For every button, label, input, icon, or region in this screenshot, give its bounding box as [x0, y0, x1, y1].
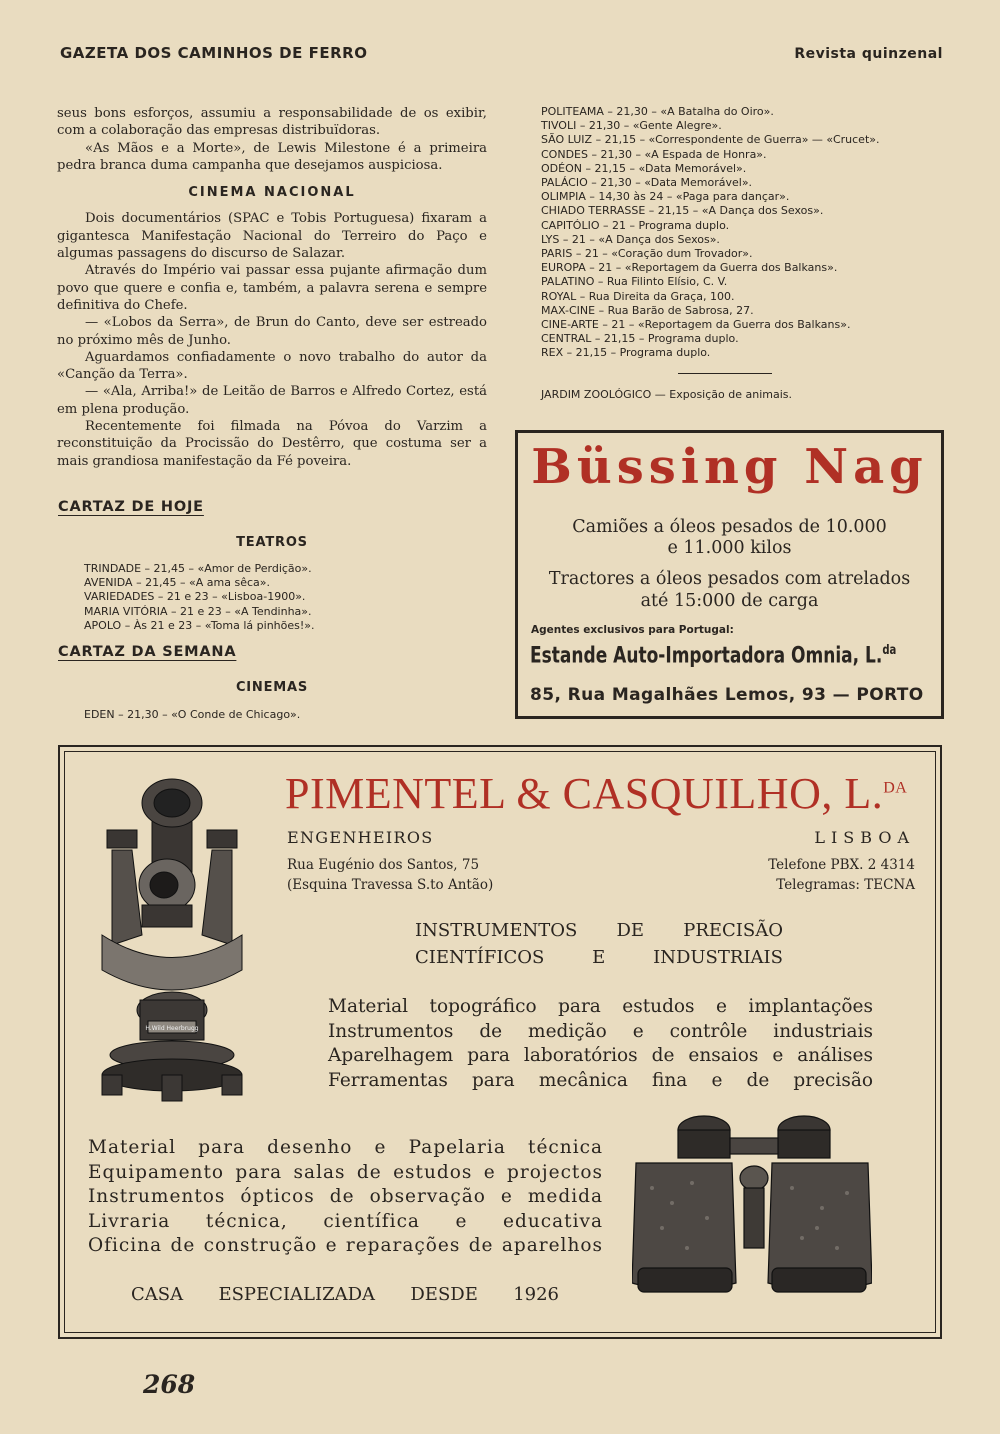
- list-item: ROYAL – Rua Direita da Graça, 100.: [541, 289, 735, 303]
- pimentel-contacts: [768, 855, 915, 895]
- list-item: MARIA VITÓRIA – 21 e 23 – «A Tendinha».: [84, 604, 312, 618]
- list-item: REX – 21,15 – Programa duplo.: [541, 346, 711, 360]
- tractors-line: até 15:000 de carga: [640, 591, 819, 611]
- teatros-heading: TEATROS: [236, 535, 308, 550]
- service-item: Aparelhagem para laboratórios de ensaios e análises: [328, 1045, 873, 1067]
- address-line: (Esquina Travessa S.to Antão): [287, 877, 494, 893]
- cinema-nacional-heading: CINEMA NACIONAL: [188, 185, 356, 201]
- theodolite-plate: H.Wild Heerbrugg: [145, 1025, 199, 1032]
- intro-paragraph: «As Mãos e a Morte», de Lewis Milestone é a primeira pedra branca duma campanha que desejamos auspiciosa.: [57, 140, 487, 173]
- title-suffix: DA: [883, 779, 908, 797]
- theodolite-illustration: [92, 775, 262, 1110]
- phone-line: Telefone PBX. 2 4314: [768, 857, 915, 873]
- list-item: EUROPA – 21 – «Reportagem da Guerra dos Balkans».: [541, 261, 838, 275]
- list-item: CHIADO TERRASSE – 21,15 – «A Dança dos Sexos».: [541, 204, 824, 218]
- teatros-list: [84, 562, 315, 633]
- bussing-brand: Büssing Nag: [531, 439, 928, 495]
- list-item: APOLO – Às 21 e 23 – «Toma lá pinhões!».: [84, 618, 315, 632]
- service-item: Material para desenho e Papelaria técnica: [88, 1137, 603, 1158]
- cinemas-list-right: [541, 105, 880, 361]
- list-item: VARIEDADES – 21 e 23 – «Lisboa-1900».: [84, 590, 306, 604]
- cartaz-da-semana-heading: CARTAZ DA SEMANA: [58, 644, 237, 660]
- bussing-nag-ad: [515, 430, 944, 719]
- list-item: SÃO LUIZ – 21,15 – «Correspondente de Guerra» — «Crucet».: [541, 133, 880, 147]
- trucks-line: e 11.000 kilos: [667, 538, 792, 558]
- telegram-line: Telegramas: TECNA: [776, 877, 915, 893]
- intro-paragraph: seus bons esforços, assumiu a responsabilidade de os exibir, com a colaboração das empresas distribuïdoras.: [57, 106, 487, 139]
- service-item: Livraria técnica, científica e educativa: [88, 1210, 603, 1232]
- service-item: Equipamento para salas de estudos e projectos: [88, 1161, 603, 1183]
- list-item: CINE-ARTE – 21 – «Reportagem da Guerra dos Balkans».: [541, 318, 851, 332]
- list-item: LYS – 21 – «A Dança dos Sexos».: [541, 232, 720, 246]
- service-item: Instrumentos de medição e contrôle industriais: [328, 1020, 873, 1042]
- bussing-tractors-text: [528, 568, 931, 612]
- cinemas-list-left: [84, 708, 300, 722]
- service-item: Ferramentas para mecânica fina e de precisão: [328, 1069, 873, 1091]
- agents-label: Agentes exclusivos para Portugal:: [531, 624, 734, 636]
- engenheiros: ENGENHEIROS: [287, 828, 434, 847]
- list-item: ODÉON – 21,15 – «Data Memorável».: [541, 161, 747, 175]
- list-item: PALATINO – Rua Filinto Elísio, C. V.: [541, 275, 728, 289]
- divider: [678, 373, 772, 374]
- services-list-upper: [328, 995, 873, 1093]
- cartaz-de-hoje-heading: CARTAZ DE HOJE: [58, 499, 204, 515]
- service-item: Oficina de construção e reparações de aparelhos: [88, 1235, 603, 1257]
- article-paragraph: Através do Império vai passar essa pujante afirmação dum povo que quere e confia e, também, a palavra serena e sempre definitiva do Chefe.: [57, 263, 487, 313]
- list-item: TIVOLI – 21,30 – «Gente Alegre».: [541, 119, 722, 133]
- services-list-lower: [88, 1136, 603, 1259]
- service-item: Instrumentos ópticos de observação e medida: [88, 1186, 603, 1208]
- list-item: AVENIDA – 21,45 – «A ama sêca».: [84, 576, 271, 590]
- list-item: CENTRAL – 21,15 – Programa duplo.: [541, 332, 739, 346]
- instrumentos-line: INSTRUMENTOS DE PRECISÃO: [415, 920, 783, 941]
- list-item: PALÁCIO – 21,30 – «Data Memorável».: [541, 176, 753, 190]
- company-suffix: da: [882, 643, 897, 658]
- list-item: TRINDADE – 21,45 – «Amor de Perdição».: [84, 562, 312, 575]
- address-line: Rua Eugénio dos Santos, 75: [287, 857, 480, 873]
- journal-title: GAZETA DOS CAMINHOS DE FERRO: [60, 44, 368, 62]
- lisboa: LISBOA: [814, 828, 915, 847]
- binoculars-illustration: [632, 1108, 872, 1298]
- list-item: PARIS – 21 – «Coração dum Trovador».: [541, 247, 753, 261]
- article-paragraph: — «Ala, Arriba!» de Leitão de Barros e Alfredo Cortez, está em plena produção.: [57, 384, 487, 417]
- company-title: PIMENTEL & CASQUILHO, L.: [285, 769, 884, 818]
- agent-company: [530, 643, 896, 668]
- service-item: Material topográfico para estudos e implantações: [328, 996, 873, 1017]
- list-item: CONDES – 21,30 – «A Espada de Honra».: [541, 147, 767, 161]
- company-name: Estande Auto-Importadora Omnia, L.: [530, 643, 883, 669]
- article-paragraph: Aguardamos confiadamente o novo trabalho do autor da «Canção da Terra».: [57, 349, 487, 383]
- cinemas-heading: CINEMAS: [235, 680, 309, 695]
- jardim-zoologico: JARDIM ZOOLÓGICO — Exposição de animais.: [541, 388, 792, 401]
- bussing-trucks-text: [528, 517, 931, 559]
- instrumentos-line: CIENTÍFICOS E INDUSTRIAIS: [415, 947, 783, 968]
- list-item: MAX-CINE – Rua Barão de Sabrosa, 27.: [541, 303, 754, 317]
- tractors-line: Tractores a óleos pesados com atrelados: [548, 569, 911, 589]
- article-paragraph: Dois documentários (SPAC e Tobis Portuguesa) fixaram a gigantesca Manifestação Nacional do Terreiro do Paço e algumas passagens do discurso de Salazar.: [57, 211, 487, 262]
- instrumentos-heading: [415, 917, 783, 971]
- list-item: POLITEAMA – 21,30 – «A Batalha do Oiro».: [541, 105, 774, 118]
- article-paragraph: — «Lobos da Serra», de Brun do Canto, deve ser estreado no próximo mês de Junho.: [57, 315, 487, 348]
- page-number: 268: [143, 1370, 196, 1399]
- trucks-line: Camiões a óleos pesados de 10.000: [572, 517, 887, 537]
- article-paragraph: Recentemente foi filmada na Póvoa do Varzim a reconstituição da Procissão do Destêrro, que costuma ser a mais grandiosa manifestação da Fé poveira.: [57, 419, 487, 469]
- list-item: EDEN – 21,30 – «O Conde de Chicago».: [84, 708, 301, 721]
- pimentel-title: [285, 768, 907, 819]
- pimentel-address: [287, 855, 493, 895]
- list-item: OLIMPIA – 14,30 às 24 – «Paga para dançar».: [541, 190, 790, 204]
- casa-especializada: CASA ESPECIALIZADA DESDE 1926: [131, 1284, 559, 1305]
- journal-subtitle: Revista quinzenal: [794, 46, 943, 62]
- list-item: CAPITÓLIO – 21 – Programa duplo.: [541, 218, 730, 232]
- agent-address: 85, Rua Magalhães Lemos, 93 — PORTO: [530, 685, 924, 705]
- left-column: [57, 105, 487, 470]
